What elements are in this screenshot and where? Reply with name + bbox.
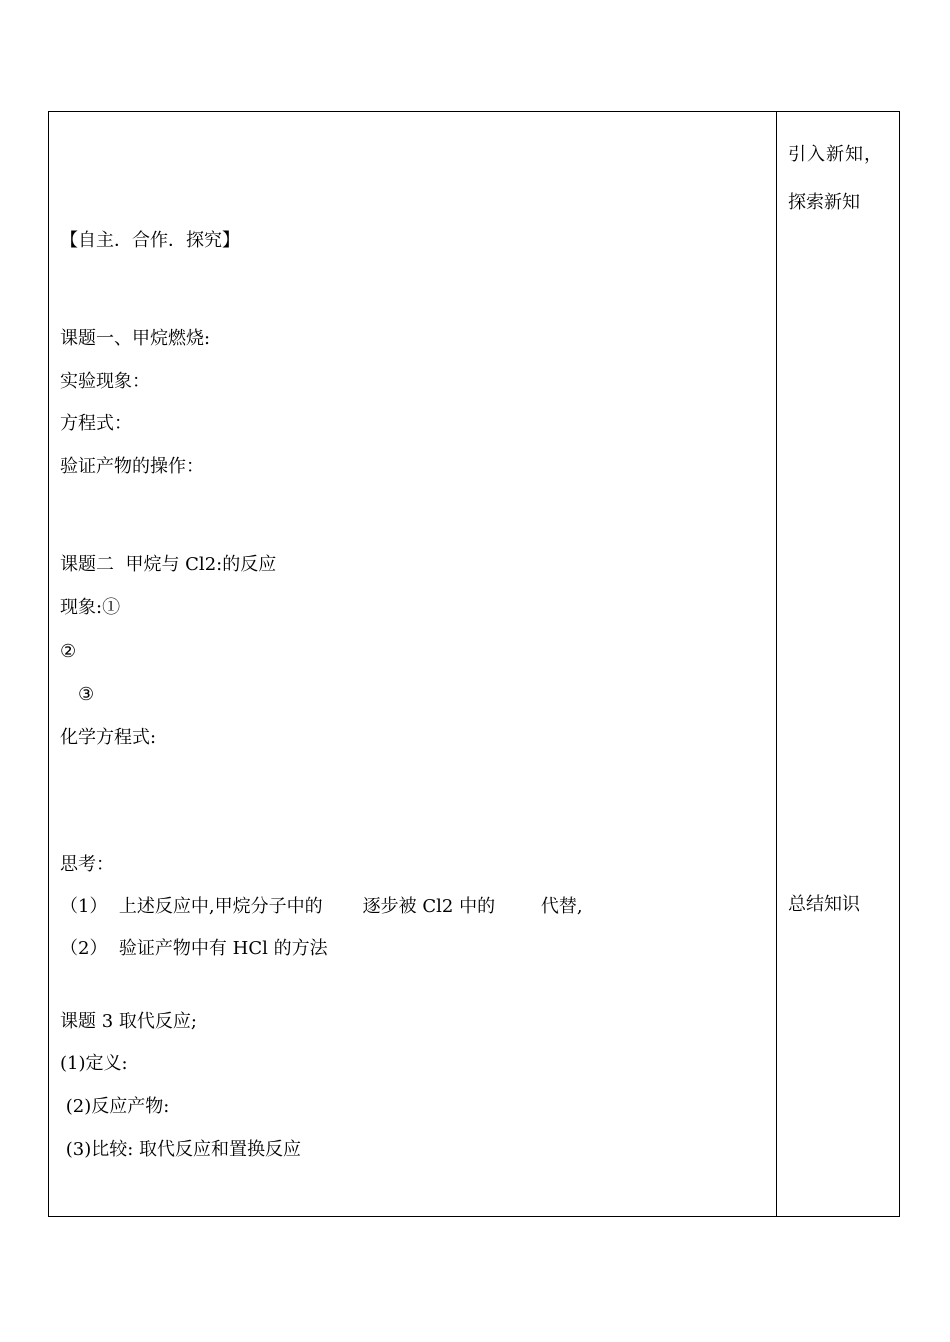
thinking-question-1: （1） 上述反应中,甲烷分子中的 逐步被 Cl2 中的 代替,: [60, 896, 583, 917]
topic2-item-2: ②: [60, 641, 77, 662]
topic2-equation: 化学方程式:: [60, 727, 157, 748]
topic3-compare: (3)比较: 取代反应和置换反应: [60, 1139, 302, 1160]
topic2-title: 课题二 甲烷与 Cl2:的反应: [60, 554, 277, 575]
thinking-title: 思考：: [60, 854, 114, 875]
topic2-phenomenon: 现象:①: [60, 597, 121, 618]
side-note-intro: 引入新知，: [788, 144, 883, 165]
topic1-equation: 方程式：: [60, 413, 132, 434]
side-note-explore: 探索新知: [788, 192, 860, 213]
topic1-phenomenon: 实验现象：: [60, 371, 150, 392]
topic3-products: (2)反应产物:: [60, 1096, 170, 1117]
topic3-title: 课题 3 取代反应;: [60, 1011, 197, 1032]
side-note-summary: 总结知识: [788, 894, 860, 915]
thinking-question-2: （2） 验证产物中有 HCl 的方法: [60, 938, 328, 959]
topic1-title: 课题一、甲烷燃烧:: [60, 328, 211, 349]
column-divider: [776, 111, 777, 1217]
topic2-item-3: ③: [78, 684, 95, 705]
section-header: 【自主．合作．探究】: [60, 230, 240, 251]
topic3-definition: (1)定义:: [60, 1053, 128, 1074]
lesson-table: [48, 111, 900, 1217]
topic1-verify: 验证产物的操作：: [60, 456, 204, 477]
